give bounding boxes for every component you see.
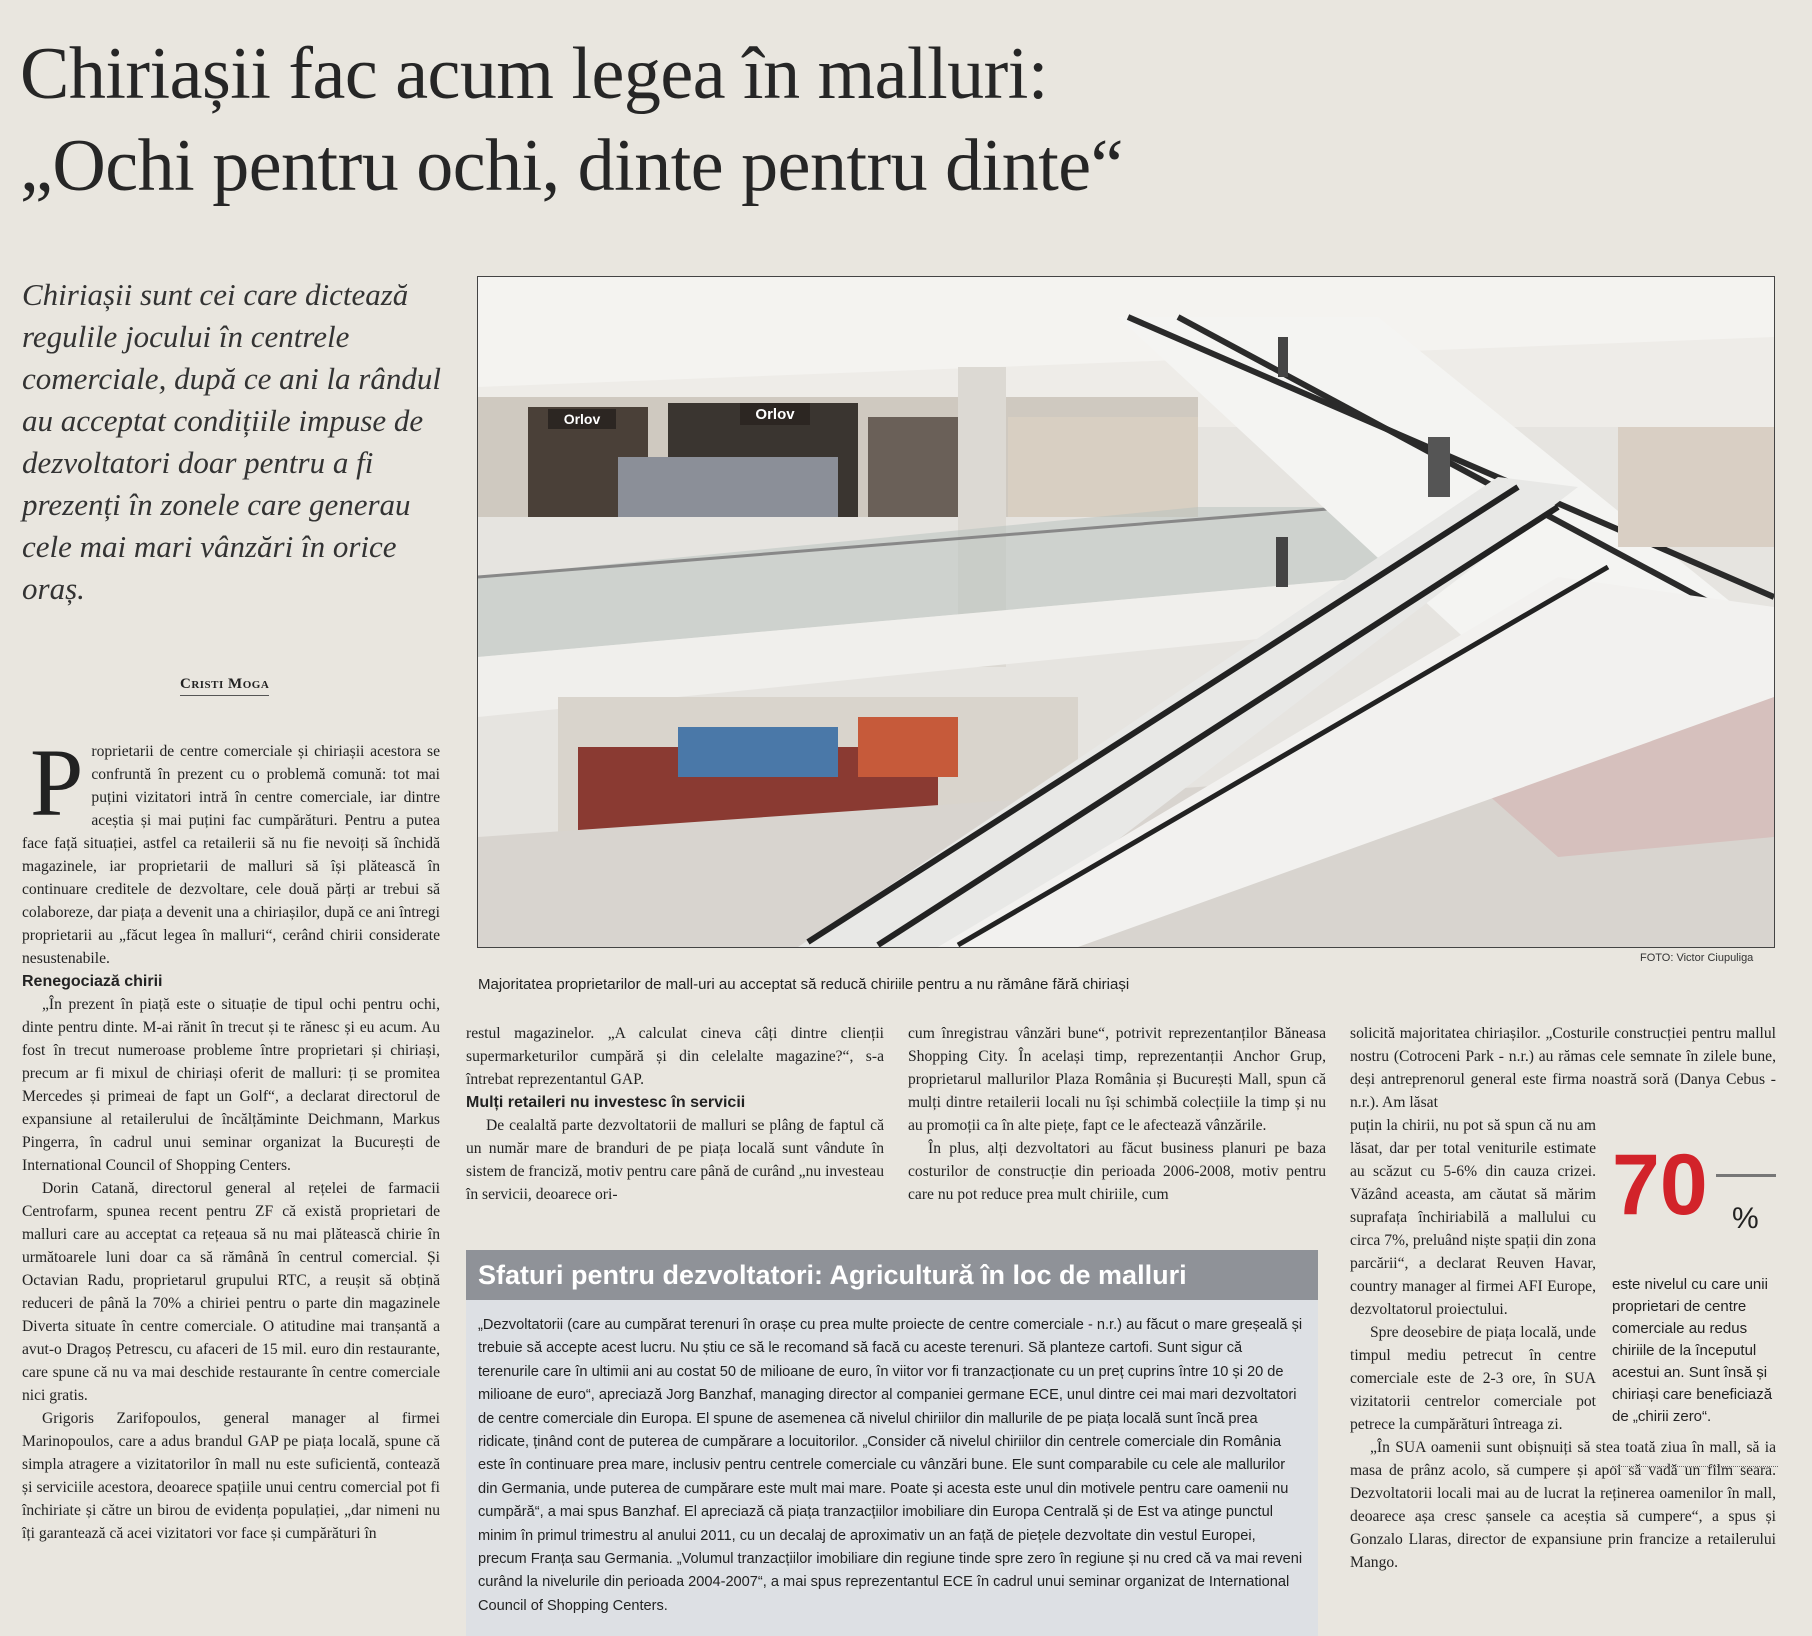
paragraph: Dorin Catană, directorul general al rețelei de farmacii Centrofarm, spunea recent pentru ZF că există proprietari de malluri care au acceptat ca rețeaua să nu mai plătească chirie în următoarele luni doar ca să rămână în centrul comercial. Și Octavian Radu, proprietarul grupului RTC, a reușit să obțină reduceri de până la 70% a chiriei pentru o parte din magazinele Diverta situate în centre comerciale. O atitudine mai tranșantă a avut-o Dragoș Petrescu, cu afaceri de 15 mil. euro din restaurante, care spune că nu va mai deschide restaurante în centre comerciale nici gratis. bbox=[22, 1180, 440, 1404]
paragraph: În plus, alți dezvoltatori au făcut business planuri pe baza costurilor de construcție din perioada 2006-2008, motiv pentru care nu pot reduce prea mult chiriile, cum bbox=[908, 1140, 1326, 1203]
intro-paragraph: Proprietarii de centre comerciale și chiriașii acestora se confruntă în prezent cu o problemă comună: tot mai puțini vizitatori intră în centre comerciale, iar dintre aceștia și mai puțini fac cumpărături. Pentru a putea face față situației, astfel ca retailerii să nu fie nevoiți să închidă magazinele, iar proprietarii de malluri să își plătească în continuare creditele de dezvoltare, cele două părți ar trebui să colaboreze, dar piața a devenit una a chiriașilor, după ce ani întregi proprietarii au „făcut legea în malluri“, cerând chirii considerate nesustenabile. bbox=[22, 729, 440, 967]
paragraph: „În prezent în piață este o situație de tipul ochi pentru ochi, dinte pentru dinte. M-ai rănit în trecut și te rănesc și eu acum. Au fost în trecut numeroase probleme între proprietari și chiriași, precum ar fi mixul de chiriași oferit de malluri: ți se promitea Mercedes și primeai de fapt un Golf“, a declarat directorul de expansiune al retailerului de încălțăminte Deichmann, Markus Pingerra, în cadrul unui seminar organizat la București de International Council of Shopping Centers. bbox=[22, 996, 440, 1174]
drop-cap: P bbox=[30, 729, 84, 836]
stat-description: este nivelul cu care unii proprietari de centre comerciale au redus chiriile de la începutul acestui an. Sunt însă și chiriași care beneficiază de „chirii zero“. bbox=[1612, 1276, 1773, 1425]
paragraph: Grigoris Zarifopoulos, general manager al firmei Marinopoulos, care a adus brandul GAP pe piața locală, spune că simpla atragere a vizitatorilor în mall nu este suficientă, contează și serviciile acestora, deoarece spațiile unui centru comercial pot fi închiriate și către un birou de evidența populației, „dar nimeni nu îți garantează că acei vizitatori vor face și cumpărături în bbox=[22, 1410, 440, 1542]
stat-value: 70 bbox=[1612, 1137, 1708, 1233]
photo-credit: FOTO: Victor Ciupuliga bbox=[1640, 952, 1754, 964]
article-column-2 bbox=[466, 1022, 884, 1206]
paragraph: solicită majoritatea chiriașilor. „Costurile construcției pentru mallul nostru (Cotroceni Park - n.r.) au rămas cele semnate în zilele bune, deși antreprenorul general este firma noastră soră (Danya Cebus - n.r.). Am lăsat bbox=[1350, 1025, 1776, 1111]
article-photo bbox=[477, 276, 1775, 948]
headline bbox=[20, 28, 1780, 212]
stat-rule bbox=[1716, 1174, 1776, 1177]
store-sign-1: Orlov bbox=[563, 411, 601, 427]
paragraph: restul magazinelor. „A calculat cineva câți dintre clienții supermarketurilor cumpără și din celelalte magazine?“, s-a întrebat reprezentantul GAP. bbox=[466, 1025, 884, 1088]
sidebar-title: Sfaturi pentru dezvoltatori: Agricultură în loc de malluri bbox=[466, 1250, 1318, 1300]
lead-paragraph: Chiriașii sunt cei care dictează regulile jocului în centrele comerciale, după ce ani la rândul au acceptat condițiile impuse de dezvoltatori doar pentru a fi prezenți în zonele care generau cele mai mari vânzări în orice oraș. bbox=[22, 277, 441, 606]
stat-unit: % bbox=[1732, 1202, 1759, 1235]
paragraph: cum înregistrau vânzări bune“, potrivit reprezentanților Băneasa Shopping City. În același timp, reprezentanții Anchor Grup, proprietarul mallurilor Plaza România și București Mall, spun că mulți dintre retailerii locali nu își schimbă colecțiile la timp și nu au promoții ca în alte piețe, fapt ce le afectează vânzările. bbox=[908, 1025, 1326, 1134]
subhead-renegociaza: Renegociază chirii bbox=[22, 973, 163, 990]
subhead-retaileri: Mulți retaileri nu investesc în servicii bbox=[466, 1094, 746, 1111]
article-column-3 bbox=[908, 1022, 1326, 1206]
photo-caption: Majoritatea proprietarilor de mall-uri au acceptat să reducă chiriile pentru a nu rămâne fără chiriași bbox=[478, 976, 1130, 993]
paragraph: De cealaltă parte dezvoltatorii de malluri se plâng de faptul că un număr mare de branduri de pe piața locală sunt vândute în sistem de franciză, motiv pentru care până de curând „nu investeau în servicii, deoarece ori- bbox=[466, 1117, 884, 1203]
paragraph: „În SUA oamenii sunt obișnuiți să stea toată ziua în mall, să ia masa de prânz acolo, să cumpere și apoi să vadă un film seara. Dezvoltatorii locali mai au de lucrat la reținerea oamenilor în mall, deoarece așa cresc șansele ca aceștia să cumpere“, a spus și Gonzalo Llaras, director de expansiune prin francize a retailerului Mango. bbox=[1350, 1439, 1776, 1571]
paragraph: Spre deosebire de piața locală, unde timpul mediu petrecut în centre comerciale este de 2-3 ore, în SUA vizitatorii centrelor comerciale pot petrece la cumpărături întreaga zi. bbox=[1350, 1324, 1596, 1433]
sidebar-body: „Dezvoltatorii (care au cumpărat terenuri în orașe cu prea multe proiecte de centre comerciale - n.r.) au făcut o mare greșeală și trebuie să accepte acest lucru. Nu știu ce să le recomand să facă cu aceste terenuri. Să planteze cartofi. Sunt sigur că terenurile care în ultimii ani au costat 50 de milioane de euro, în viitor vor fi tranzacționate cu un preț cuprins între 10 și 20 de milioane de euro“, apreciază Jorg Banzhaf, managing director al companiei germane ECE, unul dintre cei mai mari dezvoltatori de centre comerciale din Europa. El spune de asemenea că nivelul chiriilor din mallurile de pe piața locală sunt încă prea ridicate, ținând cont de puterea de cumpărare a locuitorilor. „Consider că nivelul chiriilor din centrele comerciale din România este în continuare prea mare, inclusiv pentru centrele comerciale cu vânzări bune. Ele sunt comparabile cu cele ale mallurilor din Germania, unde puterea de cumpărare este mult mai mare. Poate și acesta este unul din motivele pentru care oamenii nu cumpără“, a mai spus Banzhaf. El apreciază că piața tranzacțiilor imobiliare din Europa Centrală și de Est va atinge punctul minim în primul trimestru al anului 2011, cu un decalaj de aproximativ un an față de piețele dezvoltate din vestul Europei, precum Franța sau Germania. „Volumul tranzacțiilor imobiliare din regiune tinde spre zero în regiune și nu cred că va mai reveni curând la nivelurile din perioada 2004-2007“, a mai spus reprezentantul ECE în cadrul unui seminar organizat de International Council of Shopping Centers. bbox=[478, 1317, 1303, 1614]
article-column-1 bbox=[22, 729, 440, 1545]
byline: Cristi Moga bbox=[180, 676, 269, 696]
store-sign-2: Orlov bbox=[755, 406, 795, 423]
headline-line-1: Chiriașii fac acum legea în malluri: bbox=[20, 33, 1048, 115]
sidebar-box bbox=[466, 1250, 1318, 1636]
stat-callout bbox=[1612, 1137, 1778, 1235]
stat-divider bbox=[1612, 1466, 1778, 1467]
paragraph: puțin la chirii, nu pot să spun că nu am lăsat, dar per total veniturile estimate au scăzut cu 5-6% din cauza crizei. Văzând aceasta, am căutat să mărim suprafața închiriabilă a mallului cu circa 7%, preluând niște spații din zona parcării“, a declarat Reuven Havar, country manager al firmei AFI Europe, dezvoltatorul proiectului. bbox=[1350, 1117, 1596, 1318]
mall-interior-illustration bbox=[478, 277, 1774, 947]
headline-line-2: „Ochi pentru ochi, dinte pentru dinte“ bbox=[20, 125, 1123, 207]
